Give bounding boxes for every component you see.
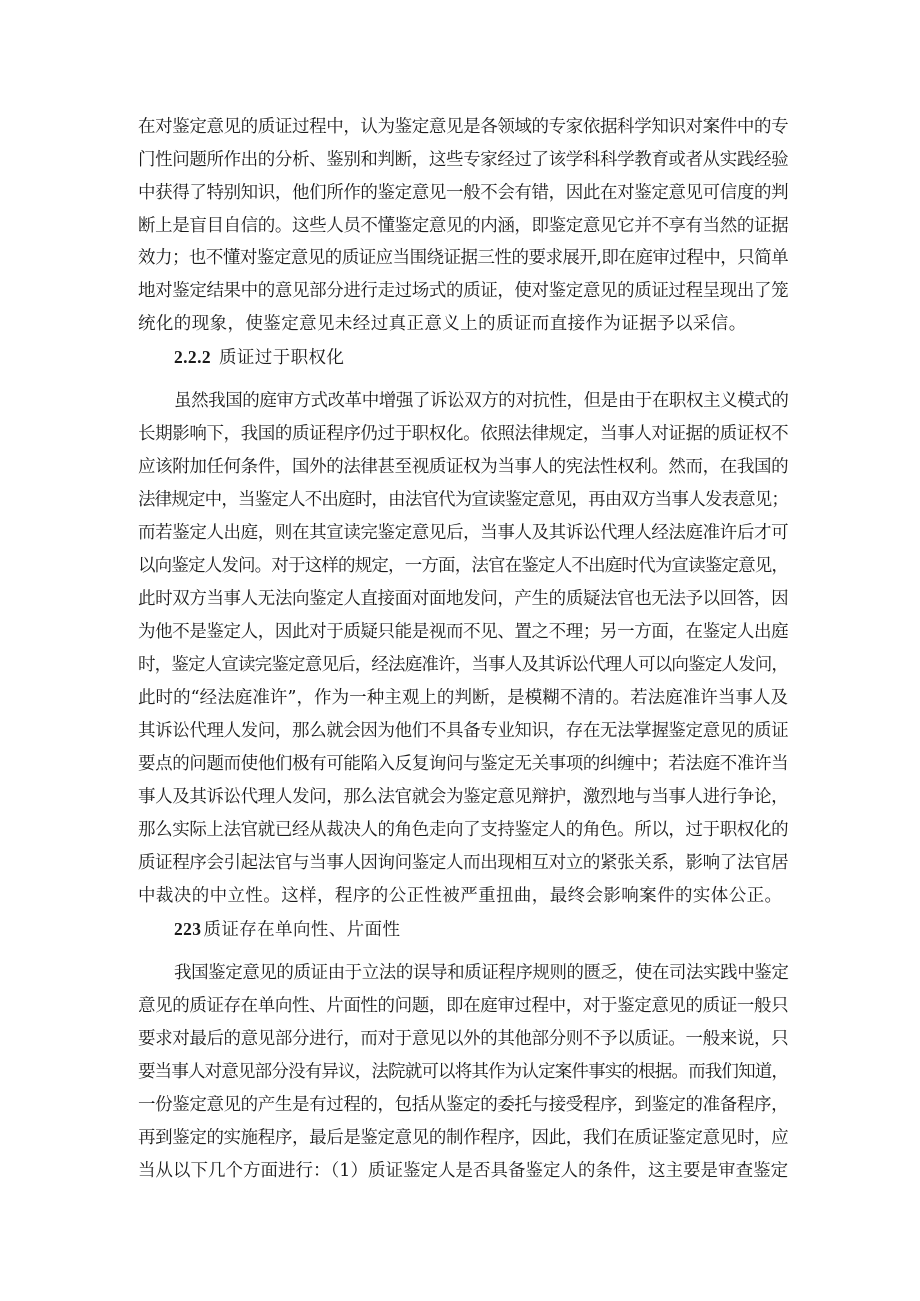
paragraph-line: 中获得了特别知识，他们所作的鉴定意见一般不会有错，因此在对鉴定意见可信度的判 <box>138 183 789 203</box>
paragraph-line: 质证程序会引起法官与当事人因询问鉴定人而出现相互对立的紧张关系，影响了法官居 <box>138 853 789 873</box>
paragraph-line: 再到鉴定的实施程序，最后是鉴定意见的制作程序，因此，我们在质证鉴定意见时，应 <box>138 1128 789 1148</box>
paragraph-line: 中裁决的中立性。这样，程序的公正性被严重扭曲，最终会影响案件的实体公正。 <box>138 886 783 906</box>
paragraph-line: 要当事人对意见部分没有异议，法院就可以将其作为认定案件事实的根据。而我们知道， <box>138 1062 789 1082</box>
paragraph-line: 以向鉴定人发问。对于这样的规定，一方面，法官在鉴定人不出庭时代为宣读鉴定意见， <box>138 556 789 576</box>
paragraph-line: 地对鉴定结果中的意见部分进行走过场式的质证，使对鉴定意见的质证过程呈现出了笼 <box>138 281 789 301</box>
paragraph-line: 时，鉴定人宣读完鉴定意见后，经法庭准许，当事人及其诉讼代理人可以向鉴定人发问， <box>138 655 789 675</box>
paragraph-line: 虽然我国的庭审方式改革中增强了诉讼双方的对抗性，但是由于在职权主义模式的 <box>174 391 789 411</box>
paragraph-line: 要求对最后的意见部分进行，而对于意见以外的其他部分则不予以质证。一般来说，只 <box>138 1029 789 1049</box>
paragraph-line: 而若鉴定人出庭，则在其宣读完鉴定意见后，当事人及其诉讼代理人经法庭准许后才可 <box>138 523 789 543</box>
paragraph-line: 此时的“经法庭准许”，作为一种主观上的判断，是模糊不清的。若法庭准许当事人及 <box>138 688 789 708</box>
section-number: 2.2.2 <box>174 347 211 367</box>
paragraph-line: 意见的质证存在单向性、片面性的问题，即在庭审过程中，对于鉴定意见的质证一般只 <box>138 996 789 1016</box>
paragraph-line: 法律规定中，当鉴定人不出庭时，由法官代为宣读鉴定意见，再由双方当事人发表意见； <box>138 490 789 510</box>
paragraph-line: 当从以下几个方面进行：（1）质证鉴定人是否具备鉴定人的条件，这主要是审查鉴定 <box>138 1161 789 1181</box>
paragraph-line: 为他不是鉴定人，因此对于质疑只能是视而不见、置之不理；另一方面，在鉴定人出庭 <box>138 622 789 642</box>
section-heading-223 <box>174 918 824 941</box>
paragraph-line: 门性问题所作出的分析、鉴别和判断，这些专家经过了该学科科学教育或者从实践经验 <box>138 150 789 170</box>
section-title: 质证存在单向性、片面性 <box>203 920 401 940</box>
section-heading-222 <box>174 346 824 369</box>
paragraph-line: 要点的问题而使他们极有可能陷入反复询问与鉴定无关事项的纠缠中；若法庭不准许当 <box>138 754 789 774</box>
paragraph-line: 统化的现象，使鉴定意见未经过真正意义上的质证而直接作为证据予以采信。 <box>138 314 747 334</box>
paragraph-line: 此时双方当事人无法向鉴定人直接面对面地发问，产生的质疑法官也无法予以回答，因 <box>138 589 789 609</box>
paragraph-line: 断上是盲目自信的。这些人员不懂鉴定意见的内涵，即鉴定意见它并不享有当然的证据 <box>138 216 789 236</box>
section-number: 223 <box>174 919 202 939</box>
paragraph-line: 在对鉴定意见的质证过程中，认为鉴定意见是各领域的专家依据科学知识对案件中的专 <box>138 117 789 137</box>
paragraph-line: 其诉讼代理人发问，那么就会因为他们不具备专业知识，存在无法掌握鉴定意见的质证 <box>138 721 789 741</box>
paragraph-line: 应该附加任何条件，国外的法律甚至视质证权为当事人的宪法性权利。然而，在我国的 <box>138 457 789 477</box>
paragraph-line: 我国鉴定意见的质证由于立法的误导和质证程序规则的匮乏，使在司法实践中鉴定 <box>174 963 789 983</box>
paragraph-line: 那么实际上法官就已经从裁决人的角色走向了支持鉴定人的角色。所以，过于职权化的 <box>138 820 789 840</box>
paragraph-line: 一份鉴定意见的产生是有过程的，包括从鉴定的委托与接受程序，到鉴定的准备程序， <box>138 1095 789 1115</box>
paragraph-line: 效力；也不懂对鉴定意见的质证应当围绕证据三性的要求展开,即在庭审过程中，只简单 <box>138 248 789 268</box>
paragraph-line: 事人及其诉讼代理人发问，那么法官就会为鉴定意见辩护，激烈地与当事人进行争论， <box>138 787 789 807</box>
section-title: 质证过于职权化 <box>219 348 345 368</box>
paragraph-line: 长期影响下，我国的质证程序仍过于职权化。依照法律规定，当事人对证据的质证权不 <box>138 424 789 444</box>
